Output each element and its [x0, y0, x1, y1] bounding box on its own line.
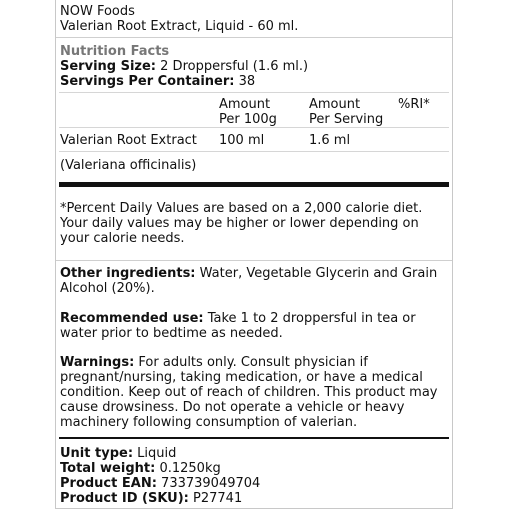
recommended-use-text: Take 1 to 2 droppersful in tea or water prior to bedtime as needed.	[60, 311, 416, 341]
col-header-perserving-line2: Per Serving	[309, 112, 384, 127]
serving-size-value: 2 Droppersful (1.6 ml.)	[160, 59, 309, 74]
warnings-label: Warnings:	[60, 355, 135, 370]
unit-type-label: Unit type:	[60, 446, 134, 461]
table-row-per100g: 100 ml	[219, 133, 265, 148]
product-sku	[60, 491, 242, 506]
col-header-per100g	[219, 97, 277, 127]
servings-per-container-label: Servings Per Container:	[60, 74, 235, 89]
product-ean-value: 733739049704	[161, 476, 261, 491]
table-row-name: Valerian Root Extract	[60, 133, 197, 148]
servings-per-container-value: 38	[238, 74, 256, 89]
brand-name: NOW Foods	[60, 4, 135, 19]
unit-type	[60, 446, 176, 461]
product-sku-label: Product ID (SKU):	[60, 491, 189, 506]
divider	[56, 260, 452, 261]
daily-values-note: *Percent Daily Values are based on a 2,000 calorie diet. Your daily values may be higher or lower depending on your calorie needs.	[60, 201, 423, 246]
col-header-per100g-line2: Per 100g	[219, 112, 277, 127]
nutrition-facts-heading: Nutrition Facts	[60, 44, 170, 59]
warnings-text: For adults only. Consult physician if pregnant/nursing, taking medication, or have a medical condition. Keep out of reach of children. This product may cause drowsiness. Do not operate a vehicle or heavy machinery following consumption of valerian.	[60, 355, 438, 430]
product-ean-label: Product EAN:	[60, 476, 157, 491]
table-row-perserving: 1.6 ml	[309, 133, 351, 148]
col-header-perserving-line1: Amount	[309, 97, 361, 112]
table-row-line	[59, 127, 449, 128]
servings-per-container	[60, 74, 255, 89]
table-top-line	[59, 92, 449, 93]
recommended-use	[60, 311, 448, 341]
product-info-panel	[55, 0, 453, 509]
serving-size	[60, 59, 308, 74]
product-name: Valerian Root Extract, Liquid - 60 ml.	[60, 19, 299, 34]
product-sku-value: P27741	[193, 491, 243, 506]
thick-rule	[59, 182, 449, 187]
thin-rule	[59, 437, 449, 439]
unit-type-value: Liquid	[137, 446, 177, 461]
warnings	[60, 355, 448, 430]
col-header-perserving	[309, 97, 383, 127]
total-weight-label: Total weight:	[60, 461, 156, 476]
other-ingredients-label: Other ingredients:	[60, 266, 196, 281]
serving-size-label: Serving Size:	[60, 59, 157, 74]
total-weight-value: 0.1250kg	[159, 461, 221, 476]
table-row-latin-name: (Valeriana officinalis)	[60, 158, 197, 173]
table-row-line	[59, 151, 449, 152]
other-ingredients-text: Water, Vegetable Glycerin and Grain Alcohol (20%).	[60, 266, 438, 296]
product-ean	[60, 476, 260, 491]
other-ingredients	[60, 266, 448, 296]
divider	[56, 37, 452, 38]
recommended-use-label: Recommended use:	[60, 311, 204, 326]
col-header-ri: %RI*	[398, 97, 430, 112]
total-weight	[60, 461, 221, 476]
col-header-per100g-line1: Amount	[219, 97, 271, 112]
